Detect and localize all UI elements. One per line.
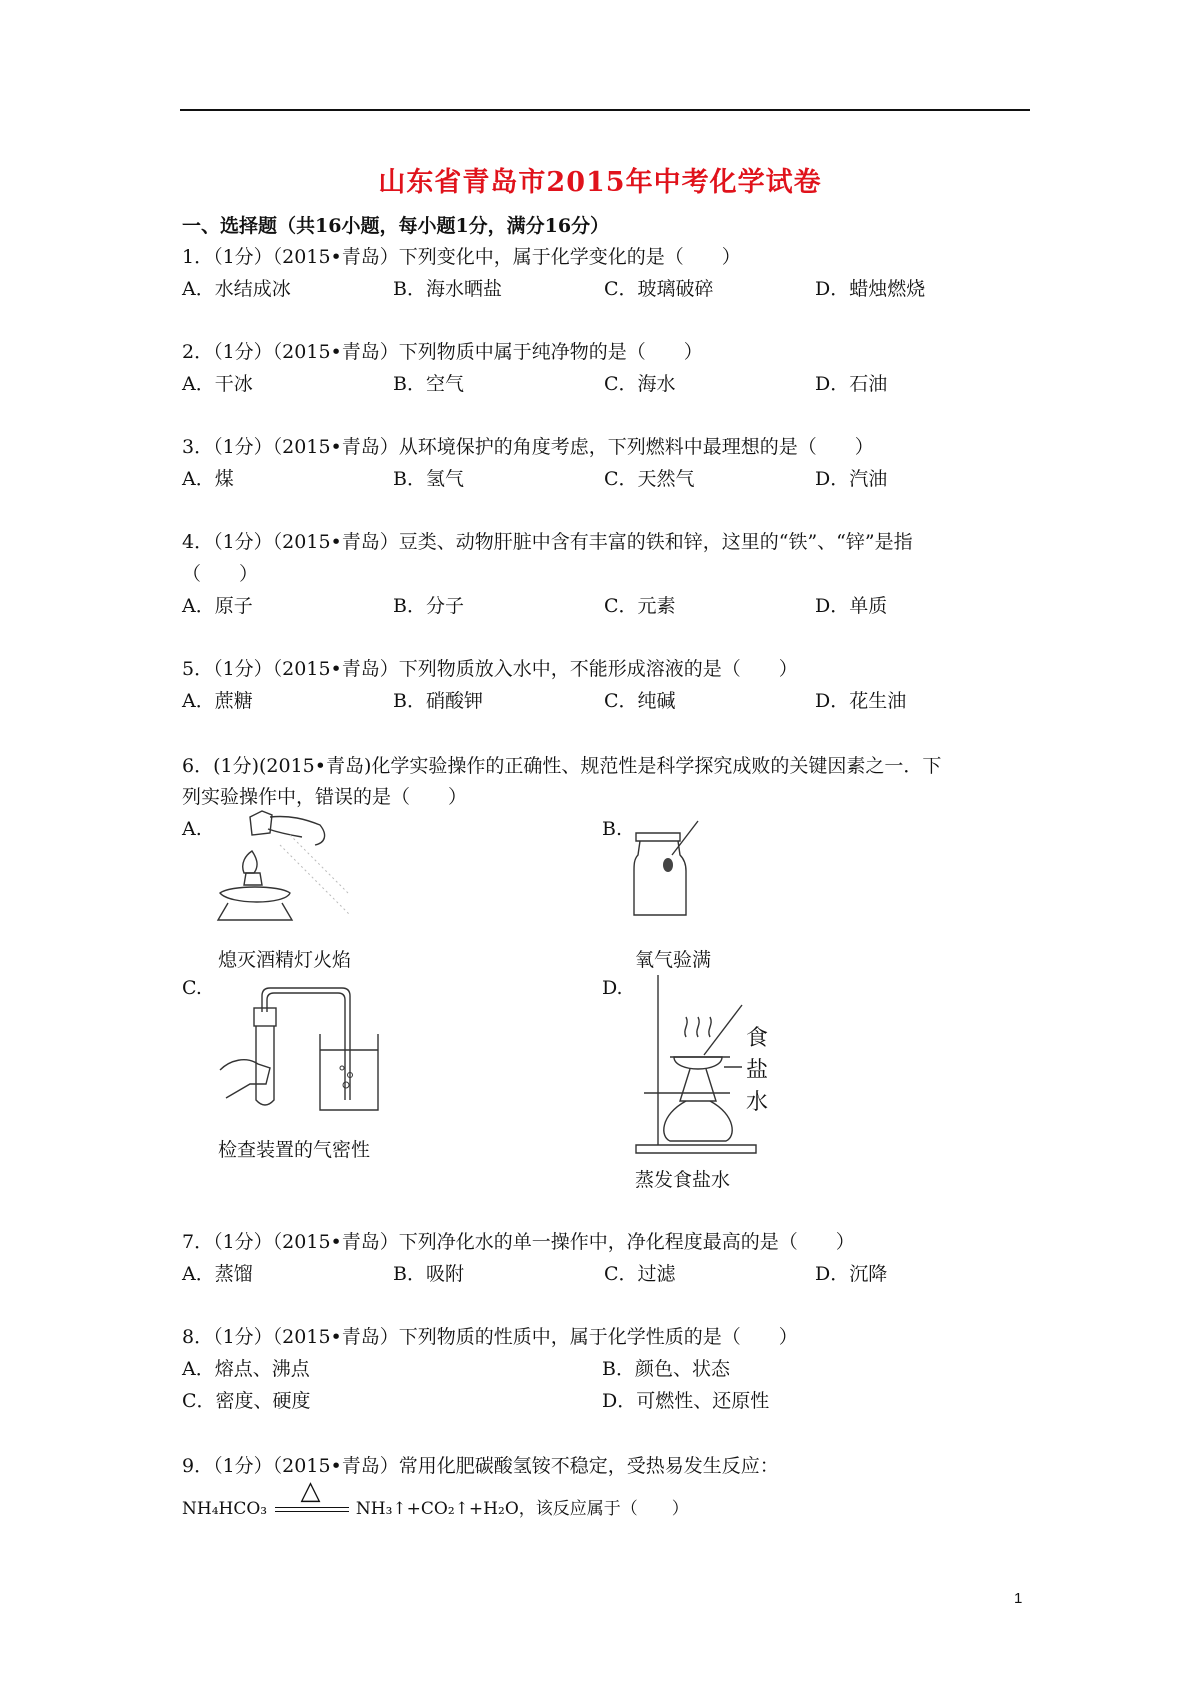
page-number: 1: [1014, 1590, 1023, 1607]
question-3-option-a: A．煤: [182, 468, 234, 490]
reaction-arrow: [273, 1475, 351, 1520]
caption-b: 氧气验满: [635, 949, 712, 971]
reaction-equation: [182, 1475, 689, 1520]
reactant: NH₄HCO₃: [182, 1499, 268, 1519]
question-7-option-b: B．吸附: [393, 1263, 464, 1285]
question-2-option-d: D．石油: [815, 373, 888, 395]
figure-d-label: [746, 1022, 768, 1118]
question-4-stem-cont: （ ）: [182, 563, 259, 585]
section-heading: 一、选择题（共16小题，每小题1分，满分16分）: [182, 215, 610, 237]
question-8-option-b: B．颜色、状态: [602, 1358, 730, 1380]
question-1-option-c: C．玻璃破碎: [604, 278, 714, 300]
question-2-option-b: B．空气: [393, 373, 464, 395]
figure-gas-bottle: [628, 815, 708, 925]
question-3-stem: 3．（1分）（2015•青岛）从环境保护的角度考虑，下列燃料中最理想的是（ ）: [182, 436, 874, 458]
question-7-stem: 7．（1分）（2015•青岛）下列净化水的单一操作中，净化程度最高的是（ ）: [182, 1231, 855, 1253]
question-6-label-d: D.: [602, 977, 623, 999]
question-5-option-a: A．蔗糖: [182, 690, 253, 712]
question-9-stem: 9．（1分）（2015•青岛）常用化肥碳酸氢铵不稳定，受热易发生反应：: [182, 1455, 779, 1477]
question-7-option-d: D．沉降: [815, 1263, 888, 1285]
question-8-option-c: C．密度、硬度: [182, 1390, 311, 1412]
question-6-stem-cont: 列实验操作中，错误的是（ ）: [182, 786, 468, 808]
page-title: 山东省青岛市2015年中考化学试卷: [378, 167, 822, 198]
question-8-option-a: A．熔点、沸点: [182, 1358, 310, 1380]
question-4-option-a: A．原子: [182, 595, 253, 617]
figure-alcohol-lamp: [210, 805, 360, 930]
question-3-option-b: B．氢气: [393, 468, 464, 490]
question-1-stem: 1．（1分）（2015•青岛）下列变化中，属于化学变化的是（ ）: [182, 246, 741, 268]
question-7-option-a: A．蒸馏: [182, 1263, 253, 1285]
figure-evaporation: [630, 975, 760, 1155]
question-5-option-d: D．花生油: [815, 690, 907, 712]
question-8-stem: 8．（1分）（2015•青岛）下列物质的性质中，属于化学性质的是（ ）: [182, 1326, 798, 1348]
question-5-stem: 5．（1分）（2015•青岛）下列物质放入水中，不能形成溶液的是（ ）: [182, 658, 798, 680]
question-4-option-b: B．分子: [393, 595, 464, 617]
question-6-label-a: A.: [182, 818, 202, 840]
question-3-option-c: C．天然气: [604, 468, 695, 490]
caption-d: 蒸发食盐水: [635, 1169, 731, 1191]
question-2-stem: 2．（1分）（2015•青岛）下列物质中属于纯净物的是（ ）: [182, 341, 703, 363]
question-1-option-b: B．海水晒盐: [393, 278, 502, 300]
figure-d-char-1: 食: [746, 1025, 769, 1050]
question-6-stem: 6．(1分)(2015•青岛)化学实验操作的正确性、规范性是科学探究成败的关键因素之一．下: [182, 755, 942, 777]
question-5-option-b: B．硝酸钾: [393, 690, 483, 712]
question-3-option-d: D．汽油: [815, 468, 888, 490]
question-2-option-a: A．干冰: [182, 373, 253, 395]
question-4-option-c: C．元素: [604, 595, 676, 617]
question-6-label-b: B.: [602, 818, 623, 840]
question-1-option-d: D．蜡烛燃烧: [815, 278, 926, 300]
products-and-question: NH₃↑+CO₂↑+H₂O，该反应属于（ ）: [355, 1499, 689, 1519]
question-5-option-c: C．纯碱: [604, 690, 676, 712]
question-4-option-d: D．单质: [815, 595, 888, 617]
question-2-option-c: C．海水: [604, 373, 676, 395]
question-8-option-d: D．可燃性、还原性: [602, 1390, 770, 1412]
caption-c: 检查装置的气密性: [218, 1139, 371, 1161]
figure-d-char-2: 盐: [746, 1057, 769, 1082]
figure-d-char-3: 水: [746, 1089, 769, 1114]
question-1-option-a: A．水结成冰: [182, 278, 291, 300]
question-4-stem: 4．（1分）（2015•青岛）豆类、动物肝脏中含有丰富的铁和锌，这里的“铁”、“锌”是指: [182, 531, 913, 553]
heat-symbol: △: [300, 1475, 321, 1506]
question-6-label-c: C.: [182, 977, 202, 999]
figure-airtight-check: [210, 980, 380, 1120]
question-7-option-c: C．过滤: [604, 1263, 676, 1285]
caption-a: 熄灭酒精灯火焰: [218, 949, 352, 971]
header-rule: [180, 109, 1030, 111]
